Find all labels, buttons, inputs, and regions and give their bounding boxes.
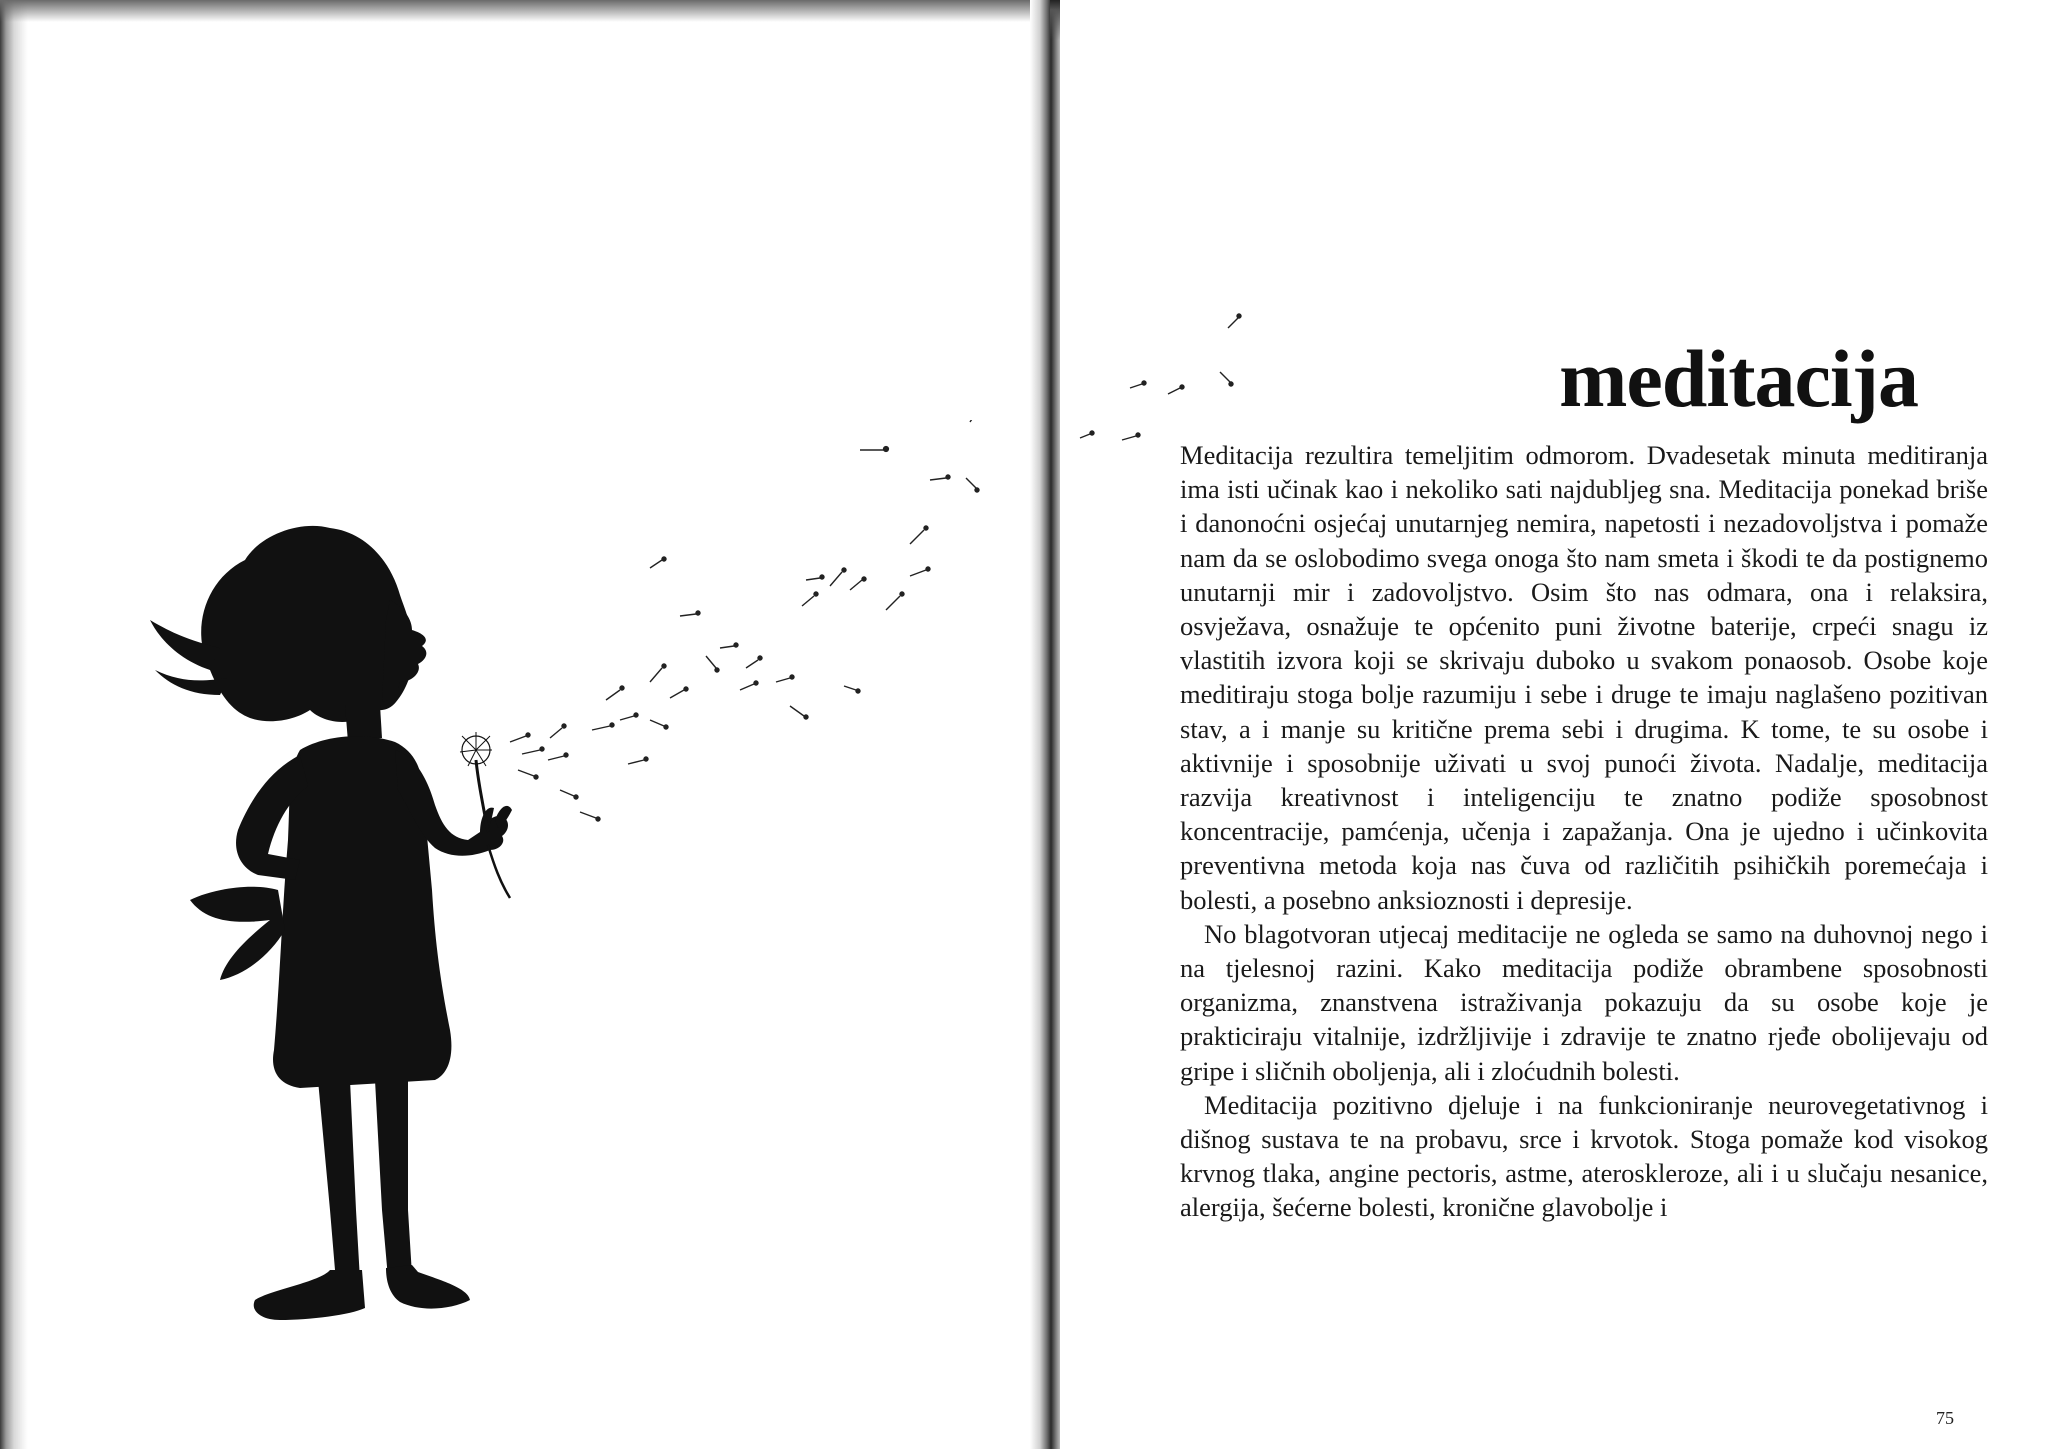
girl-dandelion-illustration <box>150 420 1010 1340</box>
page-number: 75 <box>1936 1408 1954 1428</box>
paragraph: Meditacija pozitivno djeluje i na funkcioniranje neurovegetativnog i dišnog sustava te na probavu, srce i krvotok. Stoga pomaže kod visokog krvnog tlaka, angine pectoris, astme, ateroskleroze, ali i u slučaju nesanice, alergija, šećerne bolesti, kronične glavobolje i <box>1180 1089 1988 1223</box>
right-page <box>1060 0 2048 1449</box>
girl-silhouette <box>150 526 512 1320</box>
page-edge-shadow <box>0 0 28 1449</box>
paragraph: Meditacija rezultira temeljitim odmorom. Dvadesetak minuta meditiranja ima isti učinak kao i nekoliko sati najdubljeg sna. Meditacija ponekad briše i danonoćni osjećaj unutarnjeg nemira, napetosti i nezadovoljstva i pomaže nam da se oslobodimo svega onoga što nam smeta i škodi te da postignemo unutarnji mir i zadovoljstvo. Osim što nas odmara, ona i relaksira, osvježava, osnažuje te općenito puni životne baterije, crpeći snagu iz vlastitih izvora koji se skrivaju duboko u svakom ponaosob. Osobe koje meditiraju stoga bolje razumiju i sebe i druge te imaju naglašeno pozitivan stav, a i manje su kritične prema sebi i drugima. K tome, te su osobe i aktivnije i sposobnije uživati u svoj punoći života. Nadalje, meditacija razvija kreativnost i inteligenciju te znatno podiže sposobnost koncentracije, pamćenja, učenja i zapažanja. Ona je ujedno i učinkovita preventivna metoda koja nas čuva od različitih psihičkih poremećaja i bolesti, a posebno anksioznosti i depresije. <box>1180 440 1988 915</box>
top-shadow <box>0 0 1046 22</box>
paragraph: No blagotvoran utjecaj meditacije ne ogleda se samo na duhovnoj nego i na tjelesnoj razini. Kako meditacija podiže obrambene sposobnosti organizma, znanstvena istraživanja pokazuju da su osobe koje je prakticiraju vitalnije, izdržljivije i zdravije te znatno rjeđe obolijevaju od gripe i sličnih oboljenja, ali i zloćudnih bolesti. <box>1180 918 1988 1086</box>
chapter-title: meditacija <box>1559 333 1918 424</box>
flying-seeds <box>510 420 982 821</box>
body-text <box>1180 438 1988 1225</box>
flying-seeds <box>1060 300 1280 460</box>
